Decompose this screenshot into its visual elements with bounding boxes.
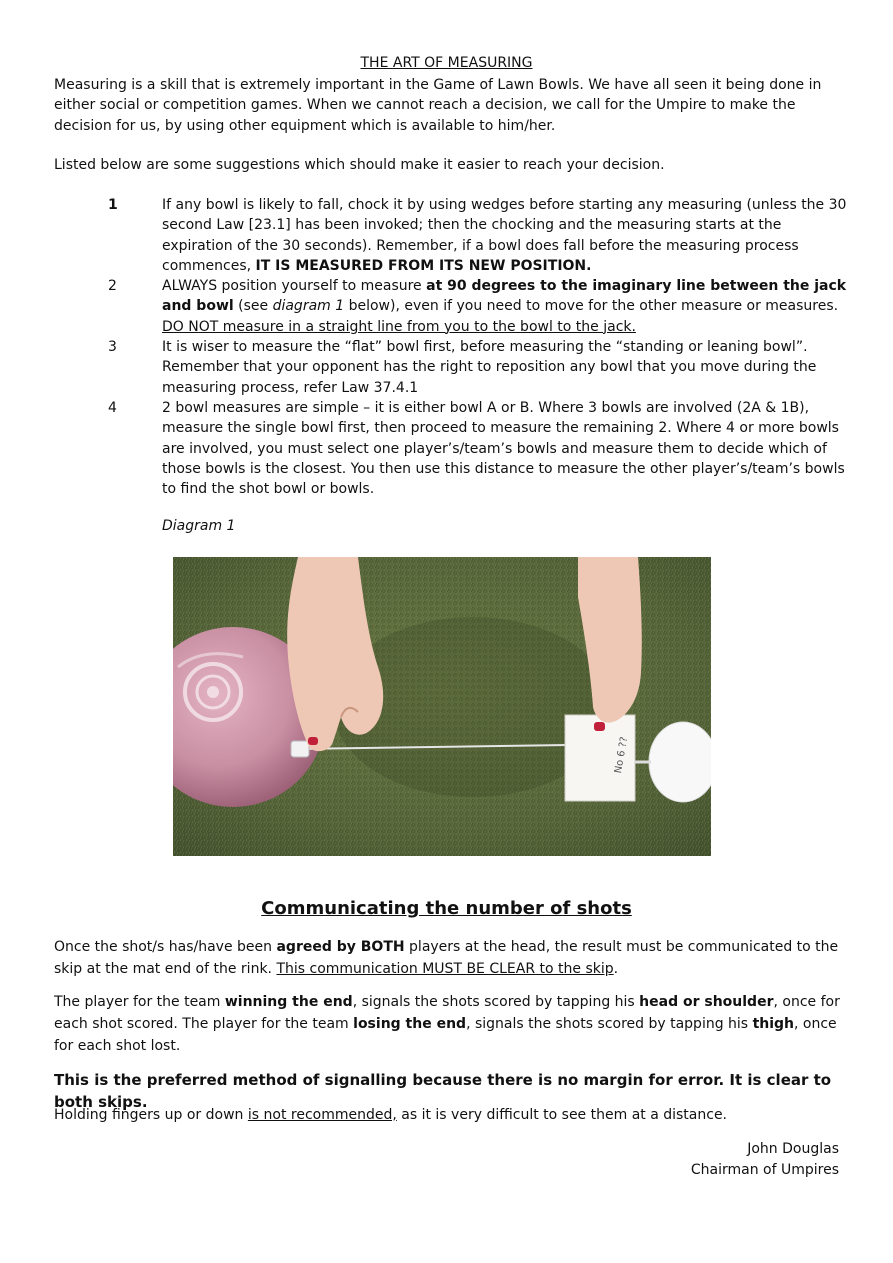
list-item-text: 2 bowl measures are simple – it is either bowl A or B. Where 3 bowls are involved (2A & 1B), measure the single bowl first, then proceed to measure the remaining 2. Where 4 or more bowls are involved, you must select one player’s/team’s bowls and measure them to decide which of those bowls is the closest. You then use this distance to measure the other player’s/team’s bowls to find the shot bowl or bowls.	[162, 400, 845, 498]
paragraph-text: , once for each shot scored. The player for the team	[54, 994, 840, 1032]
list-item-underlined-text: DO NOT measure in a straight line from you to the bowl to the jack.	[162, 318, 636, 335]
list-item-text: If any bowl is likely to fall, chock it by using wedges before starting any measuring (unless the 30 second Law [23.1] has been invoked; then the chocking and the measuring starts at the expiration of the 30 seconds). Remember, if a bowl does fall before the measuring process commences,	[162, 197, 847, 274]
paragraph-fingers	[54, 1104, 844, 1126]
paragraph-text: players at the head, the result must be communicated to the skip at the mat end of the rink.	[54, 939, 839, 977]
paragraph-text: .	[613, 961, 619, 977]
list-item-number: 4	[108, 400, 117, 416]
paragraph-text: as it is very difficult to see them at a distance.	[396, 1107, 728, 1123]
paragraph-agreement	[54, 936, 844, 980]
diagram-reference: diagram 1	[272, 298, 345, 315]
paragraph-text: , once for each shot lost.	[54, 1016, 837, 1054]
list-item-bold-text: at 90 degrees to the imaginary line between the jack and bowl	[162, 278, 847, 315]
intro-suggestions-line: Listed below are some suggestions which should make it easier to reach your decision.	[54, 157, 665, 173]
list-item-bold-text: IT IS MEASURED FROM ITS NEW POSITION.	[255, 257, 592, 274]
paragraph-bold-text: thigh	[752, 1016, 795, 1032]
paragraph-bold-text: . It is clear to both skips.	[54, 1071, 832, 1111]
card-label: No 6 ??	[612, 735, 631, 775]
paragraph-underlined-text: This communication MUST BE CLEAR to the skip	[276, 961, 614, 977]
list-item-number: 1	[108, 197, 118, 213]
list-item	[162, 195, 848, 276]
paragraph-underlined-text: is not recommended,	[247, 1107, 397, 1123]
jack-disc-image	[649, 722, 711, 802]
list-item	[162, 276, 848, 337]
paragraph-bold-text: losing the end	[353, 1016, 467, 1032]
signature-block	[691, 1139, 839, 1180]
page-title: THE ART OF MEASURING	[360, 55, 533, 71]
section-heading: Communicating the number of shots	[261, 898, 632, 919]
intro-paragraph: Measuring is a skill that is extremely important in the Game of Lawn Bowls. We have all seen it being done in either social or competition games. When we cannot reach a decision, we call for the Umpire to make the decision for us, by using other equipment which is available to him/her.	[54, 77, 822, 134]
list-item-text: ALWAYS position yourself to measure	[162, 278, 427, 294]
list-item-text: It is wiser to measure the “flat” bowl first, before measuring the “standing or leaning bowl”. Remember that your opponent has the right to reposition any bowl that you move during the measuring process, refer Law 37.4.1	[162, 339, 817, 396]
measuring-photo	[173, 557, 711, 856]
paragraph-text: Once the shot/s has/have been	[54, 939, 277, 955]
paragraph-bold-text: head or shoulder	[639, 994, 774, 1010]
list-item-number: 3	[108, 339, 117, 355]
paragraph-text: Holding fingers up or down	[54, 1107, 248, 1123]
list-item-text: below), even if you need to move for the other measure or measures.	[344, 298, 839, 315]
paragraph-bold-text: winning the end	[224, 994, 353, 1010]
signature-name: John Douglas	[747, 1141, 839, 1157]
paragraph-bold-text: This is the preferred method of signalling because there is no margin for error	[54, 1071, 719, 1089]
diagram-caption: Diagram 1	[162, 518, 236, 534]
list-item-number: 2	[108, 278, 117, 294]
paragraph-bold-text: agreed by BOTH	[276, 939, 405, 955]
paragraph-text: The player for the team	[54, 994, 225, 1010]
paragraph-text: , signals the shots scored by tapping his	[352, 994, 640, 1010]
list-item-text: (see	[233, 298, 273, 315]
paragraph-signals	[54, 991, 844, 1057]
paragraph-text: , signals the shots scored by tapping his	[466, 1016, 753, 1032]
signature-role: Chairman of Umpires	[690, 1161, 839, 1178]
